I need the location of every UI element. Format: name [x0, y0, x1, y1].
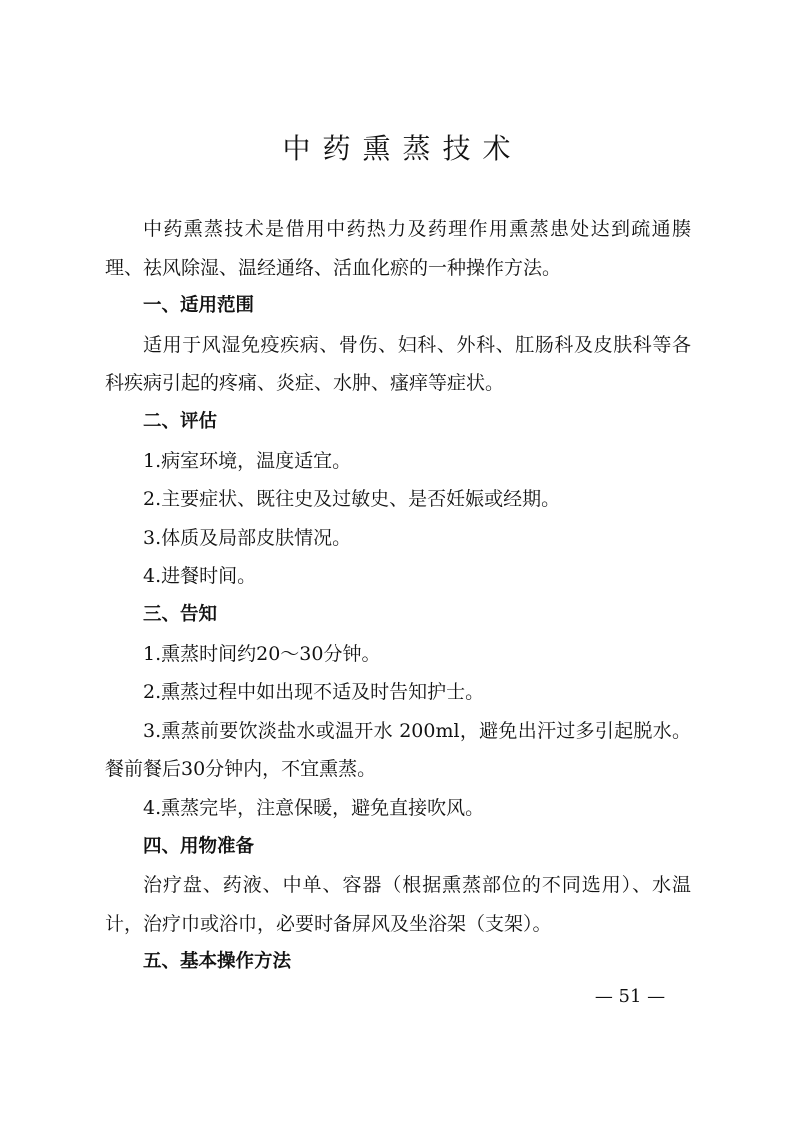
document-title: 中药熏蒸技术	[282, 132, 523, 165]
notification-item-3: 3.熏蒸前要饮淡盐水或温开水 200ml，避免出汗过多引起脱水。餐前餐后30分钟内，不宜熏蒸。	[105, 719, 691, 781]
document-body	[105, 210, 691, 982]
assessment-item-1: 1.病室环境，温度适宜。	[143, 449, 352, 472]
section-heading-scope: 一、适用范围	[143, 295, 255, 317]
assessment-item-4: 4.进餐时间。	[143, 565, 257, 588]
assessment-item-3: 3.体质及局部皮肤情况。	[143, 526, 352, 549]
section-heading-assessment: 二、评估	[143, 410, 218, 432]
assessment-item-2: 2.主要症状、既往史及过敏史、是否妊娠或经期。	[143, 488, 561, 511]
page-number: — 51 —	[594, 986, 666, 1007]
notification-item-2: 2.熏蒸过程中如出现不适及时告知护士。	[143, 681, 485, 704]
supplies-paragraph: 治疗盘、药液、中单、容器（根据熏蒸部位的不同选用）、水温计，治疗巾或浴巾，必要时备屏风及坐浴架（支架）。	[105, 874, 691, 935]
notification-item-4: 4.熏蒸完毕，注意保暖，避免直接吹风。	[143, 796, 485, 819]
intro-paragraph: 中药熏蒸技术是借用中药热力及药理作用熏蒸患处达到疏通腠理、祛风除湿、温经通络、活血化瘀的一种操作方法。	[105, 218, 691, 279]
section-heading-procedure: 五、基本操作方法	[143, 951, 292, 973]
section-heading-notification: 三、告知	[143, 603, 218, 625]
notification-item-1: 1.熏蒸时间约20～30分钟。	[143, 642, 381, 665]
scope-paragraph: 适用于风湿免疫疾病、骨伤、妇科、外科、肛肠科及皮肤科等各科疾病引起的疼痛、炎症、水肿、瘙痒等症状。	[105, 333, 691, 395]
section-heading-supplies: 四、用物准备	[143, 835, 255, 857]
